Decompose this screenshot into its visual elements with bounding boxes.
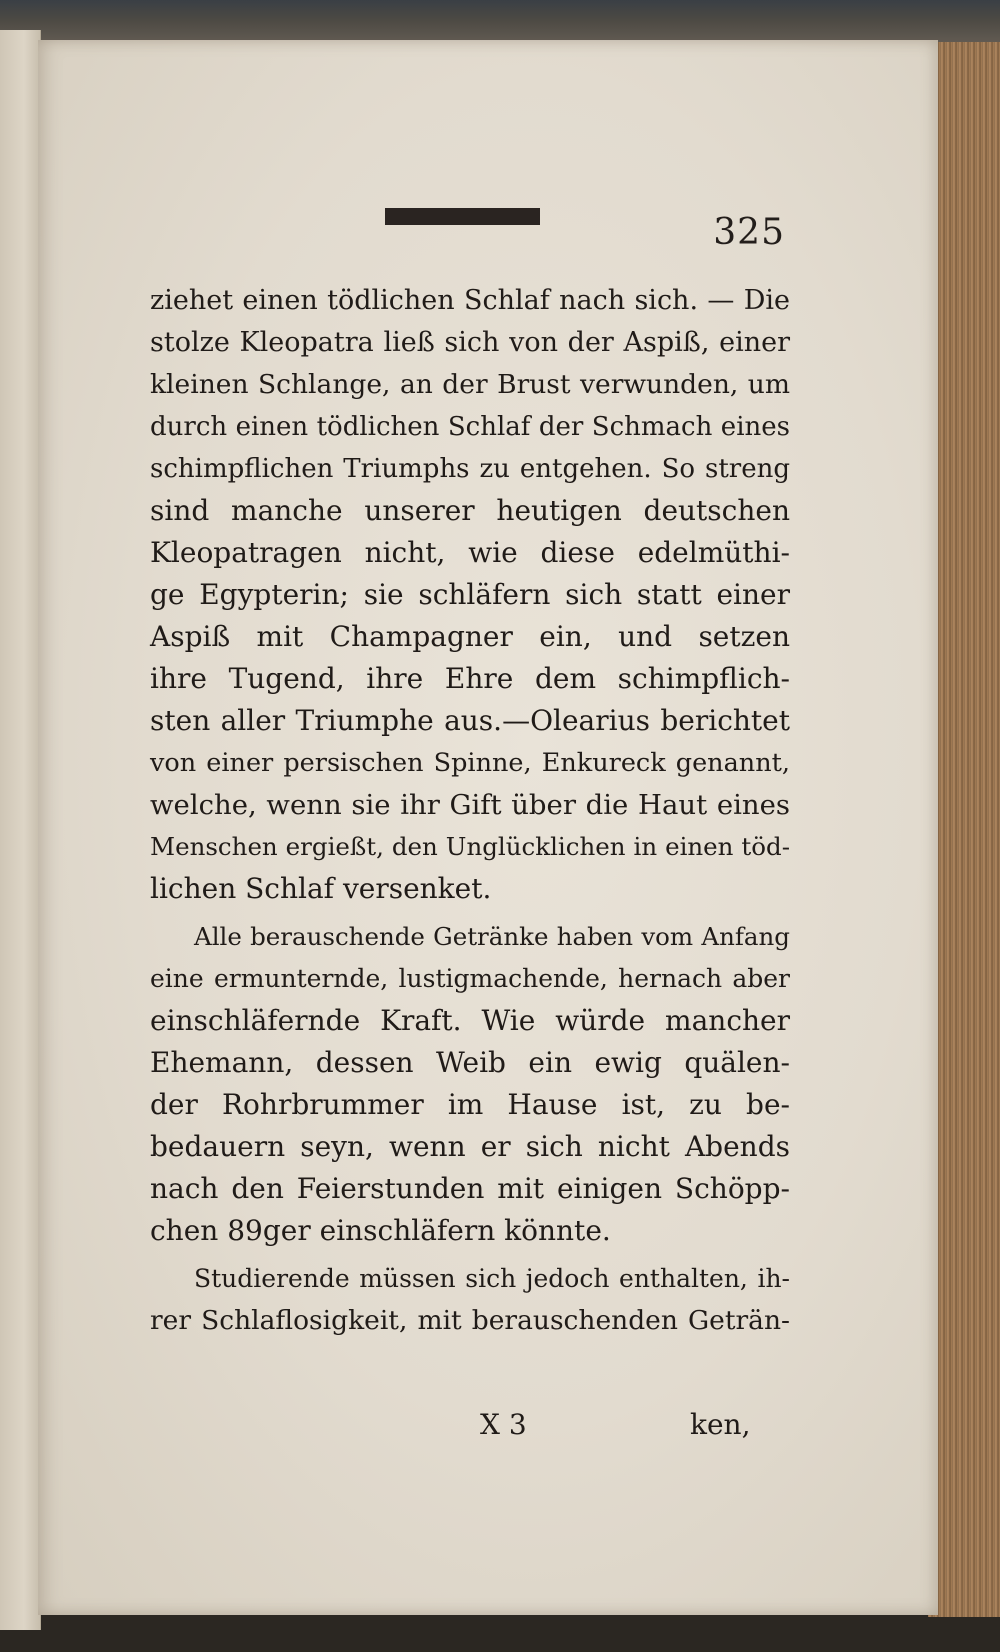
text-line: ge Egypterin; sie schläfern sich statt einer xyxy=(150,578,790,611)
text-line: Alle berauschende Getränke haben vom Anfang xyxy=(194,922,790,951)
page-number: 325 xyxy=(713,212,785,253)
text-line: chen 89ger einschläfern könnte. xyxy=(150,1214,611,1247)
catchword: ken, xyxy=(690,1408,751,1441)
text-line: von einer persischen Spinne, Enkureck genannt, xyxy=(150,748,790,778)
text-line: Ehemann, dessen Weib ein ewig quälen- xyxy=(150,1046,790,1079)
header-rule xyxy=(385,208,540,225)
text-line: Aspiß mit Champagner ein, und setzen xyxy=(150,620,790,653)
text-line: sind manche unserer heutigen deutschen xyxy=(150,494,790,527)
text-line: Studierende müssen sich jedoch enthalten, ih- xyxy=(194,1264,790,1293)
text-line: lichen Schlaf versenket. xyxy=(150,872,492,905)
text-line: rer Schlaflosigkeit, mit berauschenden Geträn- xyxy=(150,1305,790,1336)
text-line: schimpflichen Triumphs zu entgehen. So streng xyxy=(150,454,790,484)
text-line: Menschen ergießt, den Unglücklichen in einen töd- xyxy=(150,832,790,861)
text-line: ziehet einen tödlichen Schlaf nach sich. — Die xyxy=(150,285,790,316)
text-line: kleinen Schlange, an der Brust verwunden, um xyxy=(150,369,790,400)
signature-mark: X 3 xyxy=(480,1408,527,1441)
text-line: welche, wenn sie ihr Gift über die Haut eines xyxy=(150,789,790,821)
text-line: stolze Kleopatra ließ sich von der Aspiß, einer xyxy=(150,327,790,358)
text-line: Kleopatragen nicht, wie diese edelmüthi- xyxy=(150,536,790,569)
facing-page-edge xyxy=(0,30,41,1630)
text-line: eine ermunternde, lustigmachende, hernach aber xyxy=(150,964,790,993)
text-line: sten aller Triumphe aus.—Olearius berichtet xyxy=(150,704,790,737)
text-line: ihre Tugend, ihre Ehre dem schimpflich- xyxy=(150,662,790,695)
text-line: durch einen tödlichen Schlaf der Schmach eines xyxy=(150,412,790,442)
text-line: einschläfernde Kraft. Wie würde mancher xyxy=(150,1004,790,1037)
text-line: bedauern seyn, wenn er sich nicht Abends xyxy=(150,1130,790,1163)
text-line: der Rohrbrummer im Hause ist, zu be- xyxy=(150,1088,790,1121)
text-line: nach den Feierstunden mit einigen Schöpp- xyxy=(150,1172,790,1205)
body-text xyxy=(150,280,790,1342)
page-block-edges xyxy=(928,42,1000,1617)
